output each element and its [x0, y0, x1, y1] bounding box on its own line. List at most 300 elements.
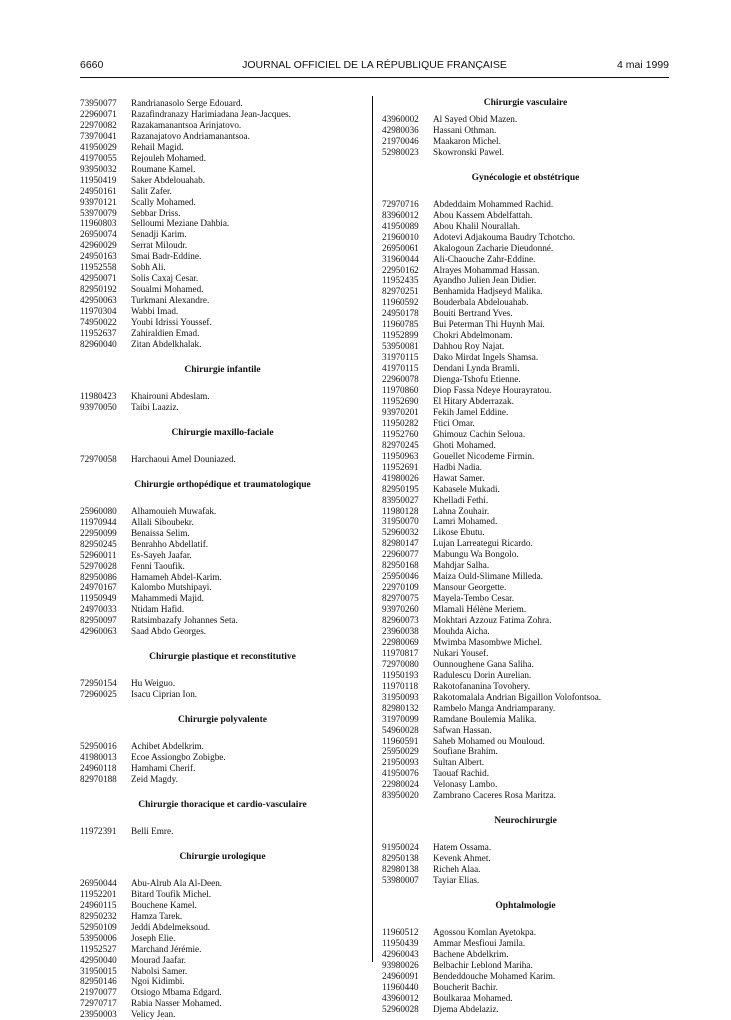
- registration-number: 82950245: [80, 538, 117, 549]
- section-heading: Chirurgie polyvalente: [178, 715, 267, 726]
- journal-title: JOURNAL OFFICIEL DE LA RÉPUBLIQUE FRANÇAISE: [242, 59, 507, 71]
- column-divider: [372, 96, 373, 962]
- person-name: Diop Fassa Ndeye Hourayratou.: [433, 385, 552, 396]
- person-name: Hassani Othman.: [433, 124, 497, 135]
- registration-number: 26950061: [382, 242, 419, 253]
- list-item: [80, 273, 365, 284]
- registration-number: 82970075: [382, 593, 419, 604]
- list-item: [382, 703, 669, 714]
- list-item: [382, 114, 669, 125]
- person-name: Solis Caxaj Cesar.: [131, 273, 199, 284]
- list-item: [80, 186, 365, 197]
- registration-number: 82980138: [382, 864, 419, 875]
- list-item: [382, 341, 669, 352]
- person-name: Razakamanantsoa Arinjatovo.: [131, 119, 242, 130]
- person-name: Hamameh Abdel-Karim.: [131, 571, 222, 582]
- list-item: [382, 538, 669, 549]
- person-name: Fenni Taoufik.: [131, 560, 185, 571]
- person-name: Velicy Jean.: [131, 1009, 176, 1020]
- registration-number: 11980128: [382, 505, 419, 516]
- registration-number: 42960063: [80, 626, 117, 637]
- section-heading: Ophtalmologie: [495, 901, 556, 912]
- list-item: [80, 878, 365, 889]
- list-item: [80, 752, 365, 763]
- registration-number: 42950063: [80, 295, 117, 306]
- registration-number: 73950077: [80, 98, 117, 108]
- registration-number: 25950046: [382, 571, 419, 582]
- registration-number: 24950178: [382, 308, 419, 319]
- person-name: Randrianasolo Serge Edouard.: [131, 98, 243, 108]
- registration-number: 41980026: [382, 472, 419, 483]
- person-name: Salit Zafer.: [131, 185, 172, 196]
- section-heading: Chirurgie urologique: [179, 851, 266, 862]
- registration-number: 93980026: [382, 959, 419, 970]
- section-heading: Chirurgie vasculaire: [483, 98, 568, 108]
- list-item: [382, 971, 669, 982]
- person-name: Mansour Georgette.: [433, 582, 507, 593]
- person-name: El Hitary Abderrazak.: [433, 395, 514, 406]
- list-item: [80, 678, 365, 689]
- person-name: Lahna Zouhair.: [433, 505, 490, 516]
- person-name: Soualmi Mohamed.: [131, 284, 204, 295]
- left-column: [80, 98, 365, 1020]
- list-item: [382, 221, 669, 232]
- registration-number: 24960118: [80, 763, 117, 774]
- person-name: Velonasy Lambo.: [433, 779, 498, 790]
- registration-number: 21960010: [382, 231, 419, 242]
- person-name: Rejouleh Mohamed.: [131, 152, 207, 163]
- list-item: [80, 998, 365, 1009]
- person-name: Youbi Idrissi Youssef.: [131, 317, 212, 328]
- person-name: Ghimouz Cachin Seloua.: [433, 428, 526, 439]
- list-item: [80, 689, 365, 700]
- registration-number: 41950089: [382, 220, 419, 231]
- registration-number: 72960025: [80, 689, 117, 700]
- person-name: Kevenk Ahmet.: [433, 853, 491, 864]
- registration-number: 52960032: [382, 527, 419, 538]
- person-name: Fekih Jamel Eddine.: [433, 406, 509, 417]
- list-item: [80, 539, 365, 550]
- person-name: Kalombo Mutshipayi.: [131, 582, 212, 593]
- list-item: [80, 889, 365, 900]
- registration-number: 11950963: [382, 450, 419, 461]
- registration-number: 82960040: [80, 338, 117, 349]
- list-item: [382, 506, 669, 517]
- person-name: Harchaoui Amel Douniazed.: [131, 453, 236, 464]
- registration-number: 53980007: [382, 875, 419, 886]
- list-item: [382, 714, 669, 725]
- list-item: [80, 153, 365, 164]
- registration-number: 72950154: [80, 678, 117, 689]
- list-item: [80, 284, 365, 295]
- list-item: [382, 779, 669, 790]
- list-item: [80, 911, 365, 922]
- registration-number: 11950419: [80, 174, 117, 185]
- list-item: [382, 147, 669, 158]
- person-name: Abou Khalil Nourallah.: [433, 220, 521, 231]
- person-name: Alrayes Mohammad Hassan.: [433, 264, 540, 275]
- registration-number: 82970251: [382, 286, 419, 297]
- registration-number: 83950020: [382, 790, 419, 801]
- list-item: [80, 175, 365, 186]
- list-item: [382, 407, 669, 418]
- person-name: Maakaron Michel.: [433, 135, 501, 146]
- person-name: Hamhami Cherif.: [131, 763, 196, 774]
- registration-number: 72970058: [80, 453, 117, 464]
- section-heading: Neurochirurgie: [494, 816, 557, 827]
- person-name: Zeid Magdy.: [131, 773, 178, 784]
- registration-number: 52970028: [80, 560, 117, 571]
- list-item: [80, 741, 365, 752]
- list-item: [80, 98, 365, 109]
- person-name: Hu Weiguo.: [131, 678, 176, 689]
- list-item: [382, 560, 669, 571]
- person-name: Dendani Lynda Bramli.: [433, 363, 520, 374]
- registration-number: 54960028: [382, 724, 419, 735]
- person-name: Abou Kassem Abdelfattah.: [433, 209, 533, 220]
- person-name: Serrat Miloudr.: [131, 240, 188, 251]
- registration-number: 41970115: [382, 363, 419, 374]
- registration-number: 53950006: [80, 932, 117, 943]
- list-item: [382, 243, 669, 254]
- section-heading: Gynécologie et obstétrique: [471, 172, 580, 183]
- person-name: Turkmani Alexandre.: [131, 295, 210, 306]
- list-item: [80, 391, 365, 402]
- person-name: Mwimba Masombwe Michel.: [433, 636, 542, 647]
- registration-number: 91950024: [382, 842, 419, 853]
- person-name: Bitard Toufik Michel.: [131, 888, 212, 899]
- person-name: Boulkaraa Mohamed.: [433, 992, 513, 1003]
- list-item: [80, 517, 365, 528]
- registration-number: 82950086: [80, 571, 117, 582]
- person-name: Rakotofananina Tovohery.: [433, 680, 531, 691]
- person-name: Jeddi Abdelmeksoud.: [131, 921, 211, 932]
- section-heading: Chirurgie orthopédique et traumatologique: [134, 479, 311, 490]
- registration-number: 31970099: [382, 713, 419, 724]
- person-name: Achibet Abdelkrim.: [131, 741, 204, 752]
- list-item: [80, 774, 365, 785]
- person-name: Lujan Larreategui Ricardo.: [433, 538, 533, 549]
- list-item: [80, 142, 365, 153]
- registration-number: 22950162: [382, 264, 419, 275]
- person-name: Rambelo Manga Andriamparany.: [433, 702, 556, 713]
- list-item: [382, 363, 669, 374]
- registration-number: 24970167: [80, 582, 117, 593]
- registration-number: 82950168: [382, 560, 419, 571]
- person-name: Mlamali Hélène Meriem.: [433, 604, 527, 615]
- person-name: Mokhtari Azzouz Fatima Zohra.: [433, 615, 552, 626]
- registration-number: 42960043: [382, 948, 419, 959]
- person-name: Ratsimbazafy Johannes Seta.: [131, 615, 238, 626]
- list-item: [80, 240, 365, 251]
- registration-number: 11952691: [382, 461, 419, 472]
- registration-number: 26950074: [80, 229, 117, 240]
- registration-number: 24960091: [382, 970, 419, 981]
- list-item: [382, 429, 669, 440]
- person-name: Saker Abdelouahab.: [131, 174, 205, 185]
- section-heading: Chirurgie thoracique et cardio-vasculaire: [138, 799, 307, 810]
- list-item: [382, 374, 669, 385]
- registration-number: 41950029: [80, 141, 117, 152]
- person-name: Bui Peterman Thi Huynh Mai.: [433, 319, 545, 330]
- registration-number: 31950070: [382, 516, 419, 527]
- list-item: [80, 339, 365, 350]
- person-name: Radulescu Dorin Aurelian.: [433, 669, 532, 680]
- registration-number: 22970109: [382, 582, 419, 593]
- registration-number: 52960011: [80, 549, 117, 560]
- person-name: Sultan Albert.: [433, 757, 485, 768]
- person-name: Hatem Ossama.: [433, 842, 492, 853]
- list-item: [80, 626, 365, 637]
- registration-number: 42980036: [382, 124, 419, 135]
- person-name: Adotevi Adjakouma Baudry Tchotcho.: [433, 231, 576, 242]
- registration-number: 22950099: [80, 527, 117, 538]
- person-name: Zahiraldien Emad.: [131, 328, 200, 339]
- person-name: Scally Mohamed.: [131, 196, 196, 207]
- registration-number: 22980069: [382, 636, 419, 647]
- list-item: [382, 396, 669, 407]
- registration-number: 72970080: [382, 658, 419, 669]
- list-item: [80, 208, 365, 219]
- person-name: Benrahho Abdellatif.: [131, 538, 209, 549]
- registration-number: 11970860: [382, 385, 419, 396]
- registration-number: 52950109: [80, 921, 117, 932]
- registration-number: 82970245: [382, 439, 419, 450]
- person-name: Ecoe Assiongbo Zobigbe.: [131, 752, 226, 763]
- person-name: Smai Badr-Eddine.: [131, 251, 202, 262]
- person-name: Ngoi Kidimbi.: [131, 976, 185, 987]
- registration-number: 22960078: [382, 374, 419, 385]
- registration-number: 11950949: [80, 593, 117, 604]
- list-item: [382, 960, 669, 971]
- person-name: Mayela-Tembo Cesar.: [433, 593, 514, 604]
- person-name: Saad Abdo Georges.: [131, 626, 207, 637]
- list-item: [382, 308, 669, 319]
- person-name: Razanajatovo Andriamanantsoa.: [131, 130, 250, 141]
- registration-number: 82960073: [382, 615, 419, 626]
- registration-number: 11952527: [80, 943, 117, 954]
- registration-number: 31960044: [382, 253, 419, 264]
- list-item: [382, 604, 669, 615]
- person-name: Ghoti Mohamed.: [433, 439, 496, 450]
- registration-number: 11950193: [382, 669, 419, 680]
- list-item: [80, 295, 365, 306]
- person-name: Ftici Omar.: [433, 417, 475, 428]
- registration-number: 52950016: [80, 741, 117, 752]
- registration-number: 24960115: [80, 899, 117, 910]
- registration-number: 11952690: [382, 395, 419, 406]
- registration-number: 31950093: [382, 691, 419, 702]
- registration-number: 21950093: [382, 757, 419, 768]
- registration-number: 82950192: [80, 284, 117, 295]
- registration-number: 43960002: [382, 114, 419, 124]
- person-name: Dahhou Roy Najat.: [433, 341, 505, 352]
- registration-number: 43960012: [382, 992, 419, 1003]
- registration-number: 11960785: [382, 319, 419, 330]
- list-item: [382, 648, 669, 659]
- person-name: Bendeddouche Mohamed Karim.: [433, 970, 556, 981]
- person-name: Mouhda Aicha.: [433, 625, 490, 636]
- registration-number: 74950022: [80, 317, 117, 328]
- list-item: [80, 561, 365, 572]
- list-item: [382, 484, 669, 495]
- registration-number: 22960071: [80, 108, 117, 119]
- registration-number: 72970717: [80, 998, 117, 1009]
- list-item: [382, 527, 669, 538]
- person-name: Bachene Abdelkrim.: [433, 948, 509, 959]
- person-name: Mahammedi Majid.: [131, 593, 204, 604]
- registration-number: 53950081: [382, 341, 419, 352]
- person-name: Joseph Elie.: [131, 932, 176, 943]
- list-item: [80, 218, 365, 229]
- person-name: Hadbi Nadia.: [433, 461, 482, 472]
- person-name: Safwan Hassan.: [433, 724, 492, 735]
- right-column: [382, 98, 669, 1015]
- list-item: [382, 692, 669, 703]
- person-name: Al Sayed Obid Mazen.: [433, 114, 518, 124]
- person-name: Bouchene Kamel.: [131, 899, 197, 910]
- person-name: Akalogoun Zacharie Dieudonné.: [433, 242, 554, 253]
- registration-number: 11952558: [80, 262, 117, 273]
- section-heading: Chirurgie infantile: [184, 364, 261, 375]
- list-item: [382, 495, 669, 506]
- registration-number: 82980147: [382, 538, 419, 549]
- registration-number: 53970079: [80, 207, 117, 218]
- list-item: [382, 125, 669, 136]
- list-item: [80, 328, 365, 339]
- registration-number: 52960028: [382, 1003, 419, 1014]
- list-item: [382, 637, 669, 648]
- list-item: [80, 955, 365, 966]
- registration-number: 25960080: [80, 505, 117, 516]
- person-name: Belli Emre.: [131, 825, 174, 836]
- registration-number: 11960592: [382, 297, 419, 308]
- registration-number: 82950195: [382, 483, 419, 494]
- registration-number: 42960029: [80, 240, 117, 251]
- registration-number: 93950032: [80, 163, 117, 174]
- registration-number: 11970944: [80, 516, 117, 527]
- person-name: Ayandho Julien Jean Didier.: [433, 275, 537, 286]
- person-name: Wabbi Imad.: [131, 306, 179, 317]
- list-item: [382, 736, 669, 747]
- registration-number: 41980013: [80, 752, 117, 763]
- person-name: Chokri Abdelmonam.: [433, 330, 513, 341]
- list-item: [382, 462, 669, 473]
- person-name: Zitan Abdelkhalak.: [131, 338, 202, 349]
- list-item: [80, 933, 365, 944]
- registration-number: 11952201: [80, 888, 117, 899]
- list-item: [80, 550, 365, 561]
- list-item: [80, 131, 365, 142]
- registration-number: 93970050: [80, 401, 117, 412]
- registration-number: 23950003: [80, 1009, 117, 1020]
- person-name: Abu-Alrub Ala Al-Deen.: [131, 877, 223, 888]
- registration-number: 83960012: [382, 209, 419, 220]
- registration-number: 82950232: [80, 910, 117, 921]
- list-item: [80, 317, 365, 328]
- list-item: [80, 197, 365, 208]
- person-name: Kabasele Mukadi.: [433, 483, 500, 494]
- list-item: [382, 875, 669, 886]
- person-name: Sobh Ali.: [131, 262, 166, 273]
- list-item: [382, 1004, 669, 1015]
- list-item: [382, 265, 669, 276]
- person-name: Maiza Ould-Slimane Milleda.: [433, 571, 543, 582]
- person-name: Razafindranazy Harimiadana Jean-Jacques.: [131, 108, 291, 119]
- list-item: [80, 976, 365, 987]
- person-name: Khairouni Abdeslam.: [131, 390, 210, 401]
- person-name: Taouaf Rachid.: [433, 768, 489, 779]
- person-name: Taibi Laaziz.: [131, 401, 179, 412]
- list-item: [382, 993, 669, 1004]
- registration-number: 21970046: [382, 135, 419, 146]
- list-item: [382, 210, 669, 221]
- list-item: [382, 842, 669, 853]
- list-item: [382, 254, 669, 265]
- list-item: [80, 1009, 365, 1020]
- registration-number: 82970188: [80, 773, 117, 784]
- person-name: Saheb Mohamed ou Mouloud.: [433, 735, 545, 746]
- person-name: Otsiogo Mbama Edgard.: [131, 987, 222, 998]
- registration-number: 11960591: [382, 735, 419, 746]
- registration-number: 11970304: [80, 306, 117, 317]
- person-name: Ramdane Boulemia Malika.: [433, 713, 537, 724]
- list-item: [382, 927, 669, 938]
- list-item: [382, 982, 669, 993]
- person-name: Es-Sayeh Jaafar.: [131, 549, 192, 560]
- registration-number: 83950027: [382, 494, 419, 505]
- person-name: Bouderbala Abdelouahab.: [433, 297, 529, 308]
- registration-number: 22960077: [382, 549, 419, 560]
- person-name: Ammar Mesfioui Jamila.: [433, 938, 526, 948]
- list-item: [80, 572, 365, 583]
- registration-number: 41950076: [382, 768, 419, 779]
- person-name: Bouiti Bertrand Yves.: [433, 308, 513, 319]
- registration-number: 93970201: [382, 406, 419, 417]
- list-item: [80, 229, 365, 240]
- list-item: [382, 275, 669, 286]
- list-item: [80, 402, 365, 413]
- person-name: Ali-Chaouche Zahr-Eddine.: [433, 253, 536, 264]
- registration-number: 11970817: [382, 647, 419, 658]
- list-item: [382, 352, 669, 363]
- section-heading: Chirurgie maxillo-faciale: [171, 427, 274, 438]
- registration-number: 82950097: [80, 615, 117, 626]
- person-name: Abdeddaim Mohammed Rachid.: [433, 198, 554, 209]
- header-rule: [80, 77, 669, 78]
- list-item: [382, 757, 669, 768]
- registration-number: 22970082: [80, 119, 117, 130]
- list-item: [80, 454, 365, 465]
- registration-number: 24950163: [80, 251, 117, 262]
- registration-number: 11952637: [80, 328, 117, 339]
- registration-number: 31950015: [80, 965, 117, 976]
- person-name: Nabolsi Samer.: [131, 965, 188, 976]
- registration-number: 82980132: [382, 702, 419, 713]
- registration-number: 82950146: [80, 976, 117, 987]
- person-name: Dienga-Tshofu Etienne.: [433, 374, 521, 385]
- person-name: Djema Abdelaziz.: [433, 1003, 499, 1014]
- person-name: Zambrano Caceres Rosa Maritza.: [433, 790, 556, 801]
- registration-number: 11980423: [80, 390, 117, 401]
- list-item: [382, 949, 669, 960]
- list-item: [382, 418, 669, 429]
- list-item: [80, 922, 365, 933]
- section-heading: Chirurgie plastique et reconstitutive: [149, 652, 296, 663]
- person-name: Gouellet Nicodeme Firmin.: [433, 450, 535, 461]
- registration-number: 31970115: [382, 352, 419, 363]
- person-name: Benaissa Selim.: [131, 527, 190, 538]
